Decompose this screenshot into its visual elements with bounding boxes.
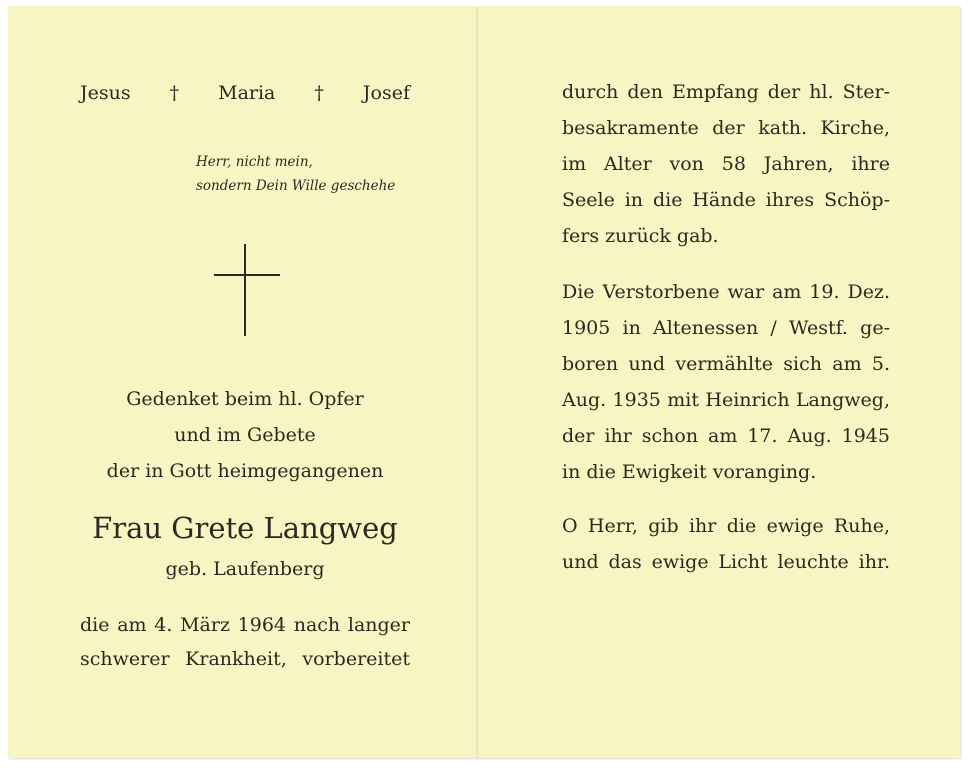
paragraph-line: Die Verstorbene war am 19. Dez. [562, 281, 890, 303]
header-name-jesus: Jesus [80, 82, 131, 104]
motto-line: sondern Dein Wille geschehe [196, 178, 396, 194]
motto-line: Herr, nicht mein, [196, 154, 313, 170]
paragraph-prayer [562, 508, 890, 580]
cross-symbol-1: † [169, 82, 180, 104]
header-name-maria: Maria [218, 82, 276, 104]
header-names [80, 80, 410, 106]
paragraph-line: durch den Empfang der hl. Ster- [562, 81, 890, 103]
paragraph-line: boren und vermählte sich am 5. [562, 353, 890, 375]
paragraph-line: und das ewige Licht leuchte ihr. [562, 551, 890, 573]
paragraph-line: 1905 in Altenessen / Westf. ge- [562, 317, 890, 339]
paragraph-line: besakramente der kath. Kirche, [562, 117, 890, 139]
paragraph-line: Aug. 1935 mit Heinrich Langweg, [562, 389, 890, 411]
remember-line: Gedenket beim hl. Opfer [126, 388, 364, 410]
death-line: die am 4. März 1964 nach langer [80, 614, 410, 636]
remember-line: und im Gebete [174, 424, 316, 446]
paragraph-line: fers zurück gab. [562, 225, 719, 247]
card-fold [476, 6, 479, 758]
header-name-josef: Josef [362, 82, 410, 104]
cross-icon [214, 244, 280, 336]
paragraph-line: O Herr, gib ihr die ewige Ruhe, [562, 515, 890, 537]
paragraph-biography [562, 274, 890, 490]
remember-text [60, 381, 430, 489]
death-line: schwerer Krankheit, vorbereitet [80, 648, 410, 670]
paragraph-line: der ihr schon am 17. Aug. 1945 [562, 425, 890, 447]
paragraph-line: Seele in die Hände ihres Schöp- [562, 189, 890, 211]
paragraph-sacraments [562, 74, 890, 254]
remember-line: der in Gott heimgegangenen [106, 460, 384, 482]
motto [196, 150, 426, 198]
death-text [80, 608, 410, 676]
paragraph-line: in die Ewigkeit voranging. [562, 461, 817, 483]
deceased-name: Frau Grete Langweg [92, 511, 398, 545]
maiden-name: geb. Laufenberg [165, 558, 325, 580]
cross-symbol-2: † [314, 82, 324, 104]
paragraph-line: im Alter von 58 Jahren, ihre [562, 153, 890, 175]
